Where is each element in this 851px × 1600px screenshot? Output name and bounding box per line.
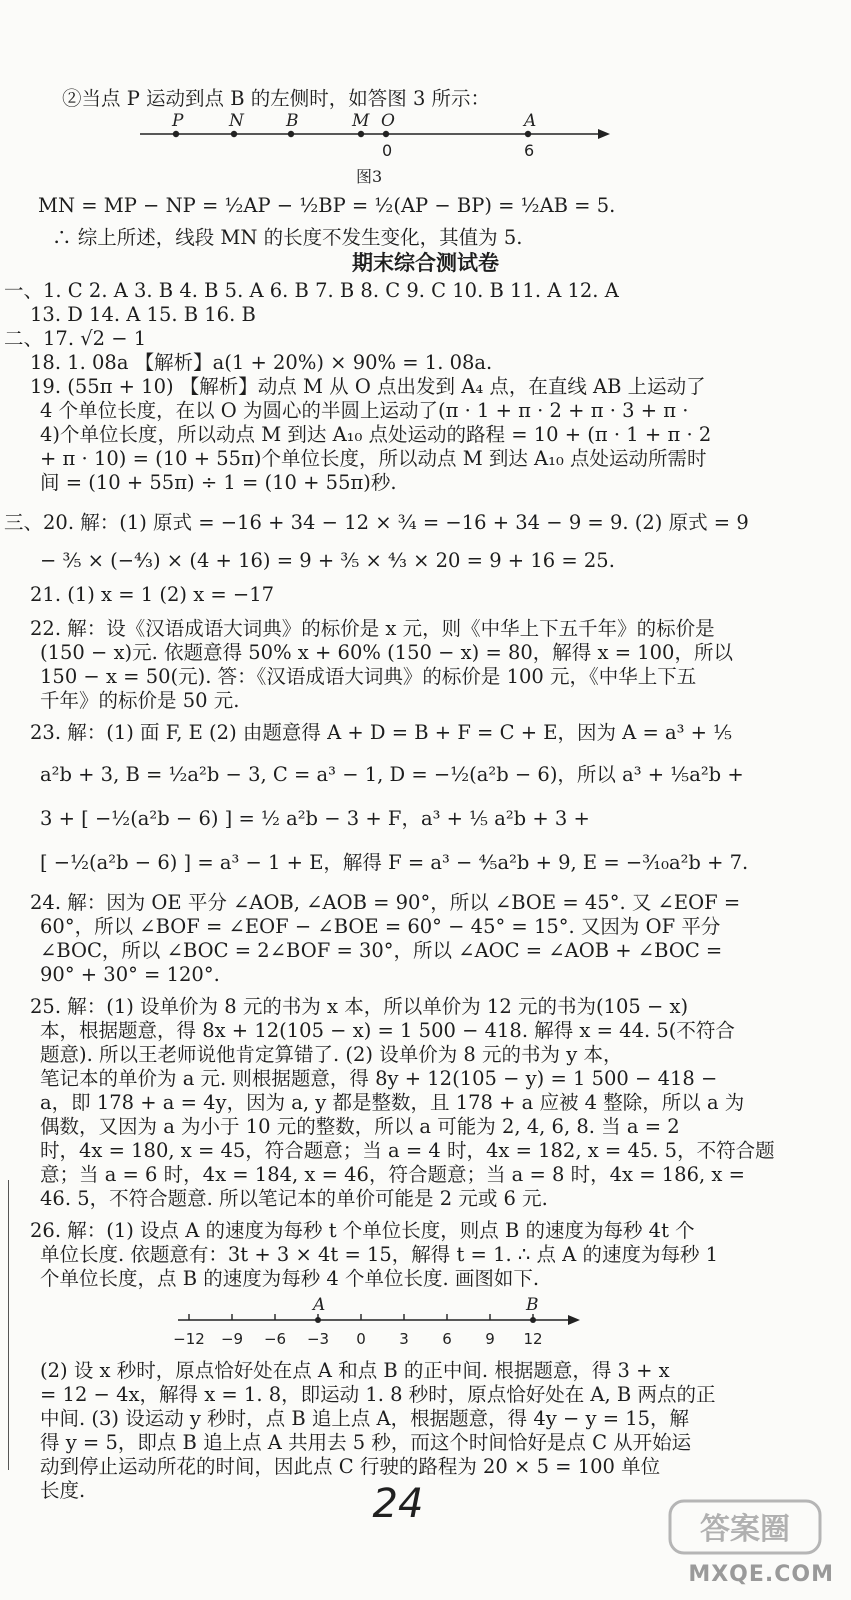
- text-line: 4 个单位长度，在以 O 为圆心的半圆上运动了(π · 1 + π · 2 + π · 3 + π ·: [40, 399, 689, 422]
- text-line: 24. 解：因为 OE 平分 ∠AOB, ∠AOB = 90°，所以 ∠BOE = 45°. 又 ∠EOF =: [30, 891, 741, 914]
- text-line: 19. (55π + 10) 【解析】动点 M 从 O 点出发到 A₄ 点，在直线 AB 上运动了: [30, 375, 706, 398]
- text-line: = 12 − 4x，解得 x = 1. 8，即运动 1. 8 秒时，原点恰好处在 A, B 两点的正: [40, 1383, 716, 1406]
- text-line: 13. D 14. A 15. B 16. B: [30, 303, 256, 326]
- text-line: 题意). 所以王老师说他肯定算错了. (2) 设单价为 8 元的书为 y 本，: [40, 1043, 623, 1066]
- point-label: N: [229, 112, 244, 131]
- text-line: 4)个单位长度，所以动点 M 到达 A₁₀ 点处运动的路程 = 10 + (π · 1 + π · 2: [40, 423, 712, 446]
- tick-label: 9: [485, 1330, 495, 1348]
- text-line: 23. 解：(1) 面 F, E (2) 由题意得 A + D = B + F = C + E，因为 A = a³ + ⅕: [30, 721, 733, 744]
- axis-arrow: [598, 129, 610, 139]
- margin-line: [8, 1180, 9, 1470]
- text-line: − ³⁄₅ × (−⁴⁄₃) × (4 + 16) = 9 + ³⁄₅ × ⁴⁄₃ × 20 = 9 + 16 = 25.: [40, 549, 615, 572]
- text-line: 22. 解：设《汉语成语大词典》的标价是 x 元，则《中华上下五千年》的标价是: [30, 617, 715, 640]
- figure-caption: 图3: [356, 167, 383, 186]
- tick-label: 6: [524, 141, 535, 160]
- tick-label: 3: [399, 1330, 409, 1348]
- text-line: 90° + 30° = 120°.: [40, 963, 220, 986]
- text-line: 150 − x = 50(元). 答：《汉语成语大词典》的标价是 100 元，《中华上下五: [40, 665, 697, 688]
- text-line: 得 y = 5，即点 B 追上点 A 共用去 5 秒，而这个时间恰好是点 C 从开始运: [40, 1431, 692, 1454]
- point-dot: [315, 1317, 321, 1323]
- point-label: B: [286, 112, 299, 131]
- text-line: 单位长度. 依题意有：3t + 3 × 4t = 15，解得 t = 1. ∴ 点 A 的速度为每秒 1: [40, 1243, 719, 1266]
- section-title: 期末综合测试卷: [352, 251, 499, 275]
- watermark-logo-text: 答案圈: [700, 1512, 790, 1547]
- watermark: [650, 1495, 840, 1595]
- point-label: O: [381, 112, 395, 131]
- tick-label: −6: [263, 1330, 287, 1348]
- text-line: 60°，所以 ∠BOF = ∠EOF − ∠BOE = 60° − 45° = 15°. 又因为 OF 平分: [40, 915, 721, 938]
- text-line: a，即 178 + a = 4y，因为 a, y 都是整数，且 178 + a 应被 4 整除，所以 a 为: [40, 1091, 745, 1114]
- point-dot: [525, 131, 531, 137]
- text-line: ∠BOC，所以 ∠BOC = 2∠BOF = 30°，所以 ∠AOC = ∠AOB + ∠BOC =: [40, 939, 723, 962]
- tick-label: −3: [306, 1330, 330, 1348]
- text-line: 二、17. √2 − 1: [4, 327, 147, 350]
- page-number: 24: [372, 1481, 424, 1527]
- text-line: 25. 解：(1) 设单价为 8 元的书为 x 本，所以单价为 12 元的书为(105 − x): [30, 995, 689, 1018]
- text-line: ∴ 综上所述，线段 MN 的长度不发生变化，其值为 5.: [52, 226, 523, 249]
- text-line: 意；当 a = 6 时，4x = 184, x = 46，符合题意；当 a = 8 时，4x = 186, x =: [40, 1163, 745, 1186]
- watermark-logo-icon: [650, 1495, 840, 1565]
- text-line: 动到停止运动所花的时间，因此点 C 行驶的路程为 20 × 5 = 100 单位: [40, 1455, 661, 1478]
- text-line: 长度.: [40, 1479, 86, 1502]
- point-dot: [358, 131, 364, 137]
- tick-label: 6: [442, 1330, 452, 1348]
- text-line: 26. 解：(1) 设点 A 的速度为每秒 t 个单位长度，则点 B 的速度为每秒 4t 个: [30, 1219, 695, 1242]
- text-line: 18. 1. 08a 【解析】a(1 + 20%) × 90% = 1. 08a.: [30, 351, 493, 374]
- tick-label: 12: [523, 1330, 543, 1348]
- text-line: 偶数，又因为 a 为小于 10 元的整数，所以 a 可能为 2, 4, 6, 8. 当 a = 2: [40, 1115, 680, 1138]
- text-line: (150 − x)元. 依题意得 50% x + 60% (150 − x) = 80，解得 x = 100，所以: [40, 641, 733, 664]
- tick-label: −12: [173, 1330, 205, 1348]
- text-line: 本，根据题意，得 8x + 12(105 − x) = 1 500 − 418. 解得 x = 44. 5(不符合: [40, 1019, 735, 1042]
- text-line: 三、20. 解：(1) 原式 = −16 + 34 − 12 × ¾ = −16 + 34 − 9 = 9. (2) 原式 = 9: [4, 511, 749, 534]
- text-line: MN = MP − NP = ½AP − ½BP = ½(AP − BP) = ½AB = 5.: [38, 194, 616, 217]
- figure4-number-line: [0, 1296, 851, 1354]
- figure3-number-line: [0, 112, 851, 188]
- axis-arrow: [568, 1315, 580, 1325]
- text-line: 21. (1) x = 1 (2) x = −17: [30, 583, 275, 606]
- text-line: 千年》的标价是 50 元.: [40, 689, 240, 712]
- text-line: 一、1. C 2. A 3. B 4. B 5. A 6. B 7. B 8. C 9. C 10. B 11. A 12. A: [4, 279, 619, 302]
- tick-label: −9: [220, 1330, 244, 1348]
- point-dot: [530, 1317, 536, 1323]
- text-line: ②当点 P 运动到点 B 的左侧时，如答图 3 所示：: [62, 87, 491, 110]
- tick-label: 0: [356, 1330, 366, 1348]
- text-line: [ −½(a²b − 6) ] = a³ − 1 + E，解得 F = a³ − ⁴⁄₅a²b + 9, E = −³⁄₁₀a²b + 7.: [40, 851, 749, 874]
- point-label: P: [172, 112, 184, 131]
- text-line: 笔记本的单价为 a 元. 则根据题意，得 8y + 12(105 − y) = 1 500 − 418 −: [40, 1067, 718, 1090]
- text-line: 46. 5，不符合题意. 所以笔记本的单价可能是 2 元或 6 元.: [40, 1187, 548, 1210]
- text-line: 中间. (3) 设运动 y 秒时，点 B 追上点 A，根据题意，得 4y − y = 15，解: [40, 1407, 690, 1430]
- point-label: B: [526, 1296, 539, 1315]
- text-line: a²b + 3, B = ½a²b − 3, C = a³ − 1, D = −½(a²b − 6)，所以 a³ + ⅕a²b +: [40, 763, 744, 786]
- text-line: (2) 设 x 秒时，原点恰好处在点 A 和点 B 的正中间. 根据题意，得 3 + x: [40, 1359, 670, 1382]
- point-dot: [173, 131, 179, 137]
- text-line: 3 + [ −½(a²b − 6) ] = ½ a²b − 3 + F，a³ + ⅕ a²b + 3 +: [40, 807, 590, 830]
- text-line: + π · 10) = (10 + 55π)个单位长度，所以动点 M 到达 A₁₀ 点处运动所需时: [40, 447, 707, 470]
- text-line: 时，4x = 180, x = 45，符合题意；当 a = 4 时，4x = 182, x = 45. 5，不符合题: [40, 1139, 775, 1162]
- text-line: 间 = (10 + 55π) ÷ 1 = (10 + 55π)秒.: [40, 471, 397, 494]
- point-label: A: [313, 1296, 326, 1315]
- tick-label: 0: [382, 141, 393, 160]
- point-dot: [383, 131, 389, 137]
- watermark-url: MXQE.COM: [688, 1562, 834, 1587]
- point-dot: [288, 131, 294, 137]
- text-line: 个单位长度，点 B 的速度为每秒 4 个单位长度. 画图如下.: [40, 1267, 540, 1290]
- point-label: M: [352, 112, 370, 131]
- point-dot: [231, 131, 237, 137]
- point-label: A: [524, 112, 537, 131]
